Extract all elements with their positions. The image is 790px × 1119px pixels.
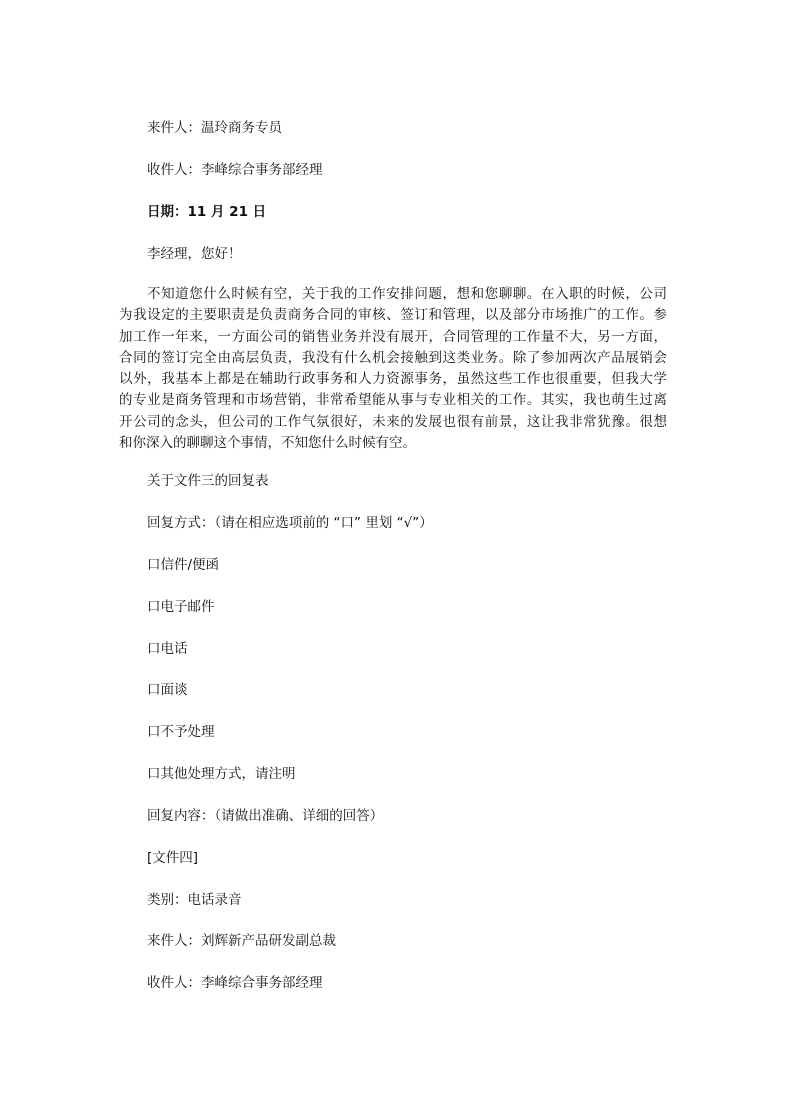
body-line: 和你深入的聊聊这个事情，不知您什么时候有空。 (119, 435, 416, 452)
body-line: 合同的签订完全由高层负责，我没有什么机会接触到这类业务。除了参加两次产品展销会 (119, 349, 667, 366)
body-line: 以外，我基本上都是在辅助行政事务和人力资源事务，虽然这些工作也很重要，但我大学 (119, 371, 667, 388)
message-body (119, 284, 667, 454)
reply-content-label: 回复内容：（请做出准确、详细的回答） (147, 808, 384, 824)
reply-option-email: 口电子邮件 (147, 599, 215, 615)
file-four-sender: 来件人：刘辉新产品研发副总裁 (147, 933, 336, 949)
reply-form-title: 关于文件三的回复表 (147, 473, 269, 489)
file-four-heading: [文件四] (147, 850, 199, 866)
date-line: 日期：11 月 21 日 (147, 204, 267, 220)
body-line: 不知道您什么时候有空，关于我的工作安排问题，想和您聊聊。在入职的时候，公司 (147, 286, 667, 302)
greeting-line: 李经理，您好！ (147, 246, 242, 262)
reply-option-other: 口其他处理方式，请注明 (147, 766, 296, 782)
reply-option-letter: 口信件/便函 (147, 557, 220, 573)
body-line: 的专业是商务管理和市场营销，非常希望能从事与专业相关的工作。其实，我也萌生过离 (119, 392, 667, 409)
body-line: 开公司的念头，但公司的工作气氛很好，未来的发展也很有前景，这让我非常犹豫。很想 (119, 413, 667, 430)
body-line: 为我设定的主要职责是负责商务合同的审核、签订和管理，以及部分市场推广的工作。参 (119, 307, 667, 324)
sender-line: 来件人：温玲商务专员 (147, 120, 282, 136)
recipient-line: 收件人：李峰综合事务部经理 (147, 162, 323, 178)
file-four-category: 类别：电话录音 (147, 892, 242, 908)
reply-option-meeting: 口面谈 (147, 682, 188, 698)
file-four-recipient: 收件人：李峰综合事务部经理 (147, 975, 323, 991)
reply-option-no-action: 口不予处理 (147, 724, 215, 740)
reply-method-label: 回复方式：（请在相应选项前的 “口” 里划 “√”） (147, 515, 433, 531)
reply-option-phone: 口电话 (147, 641, 188, 657)
body-line: 加工作一年来，一方面公司的销售业务并没有展开，合同管理的工作量不大，另一方面， (119, 328, 667, 345)
